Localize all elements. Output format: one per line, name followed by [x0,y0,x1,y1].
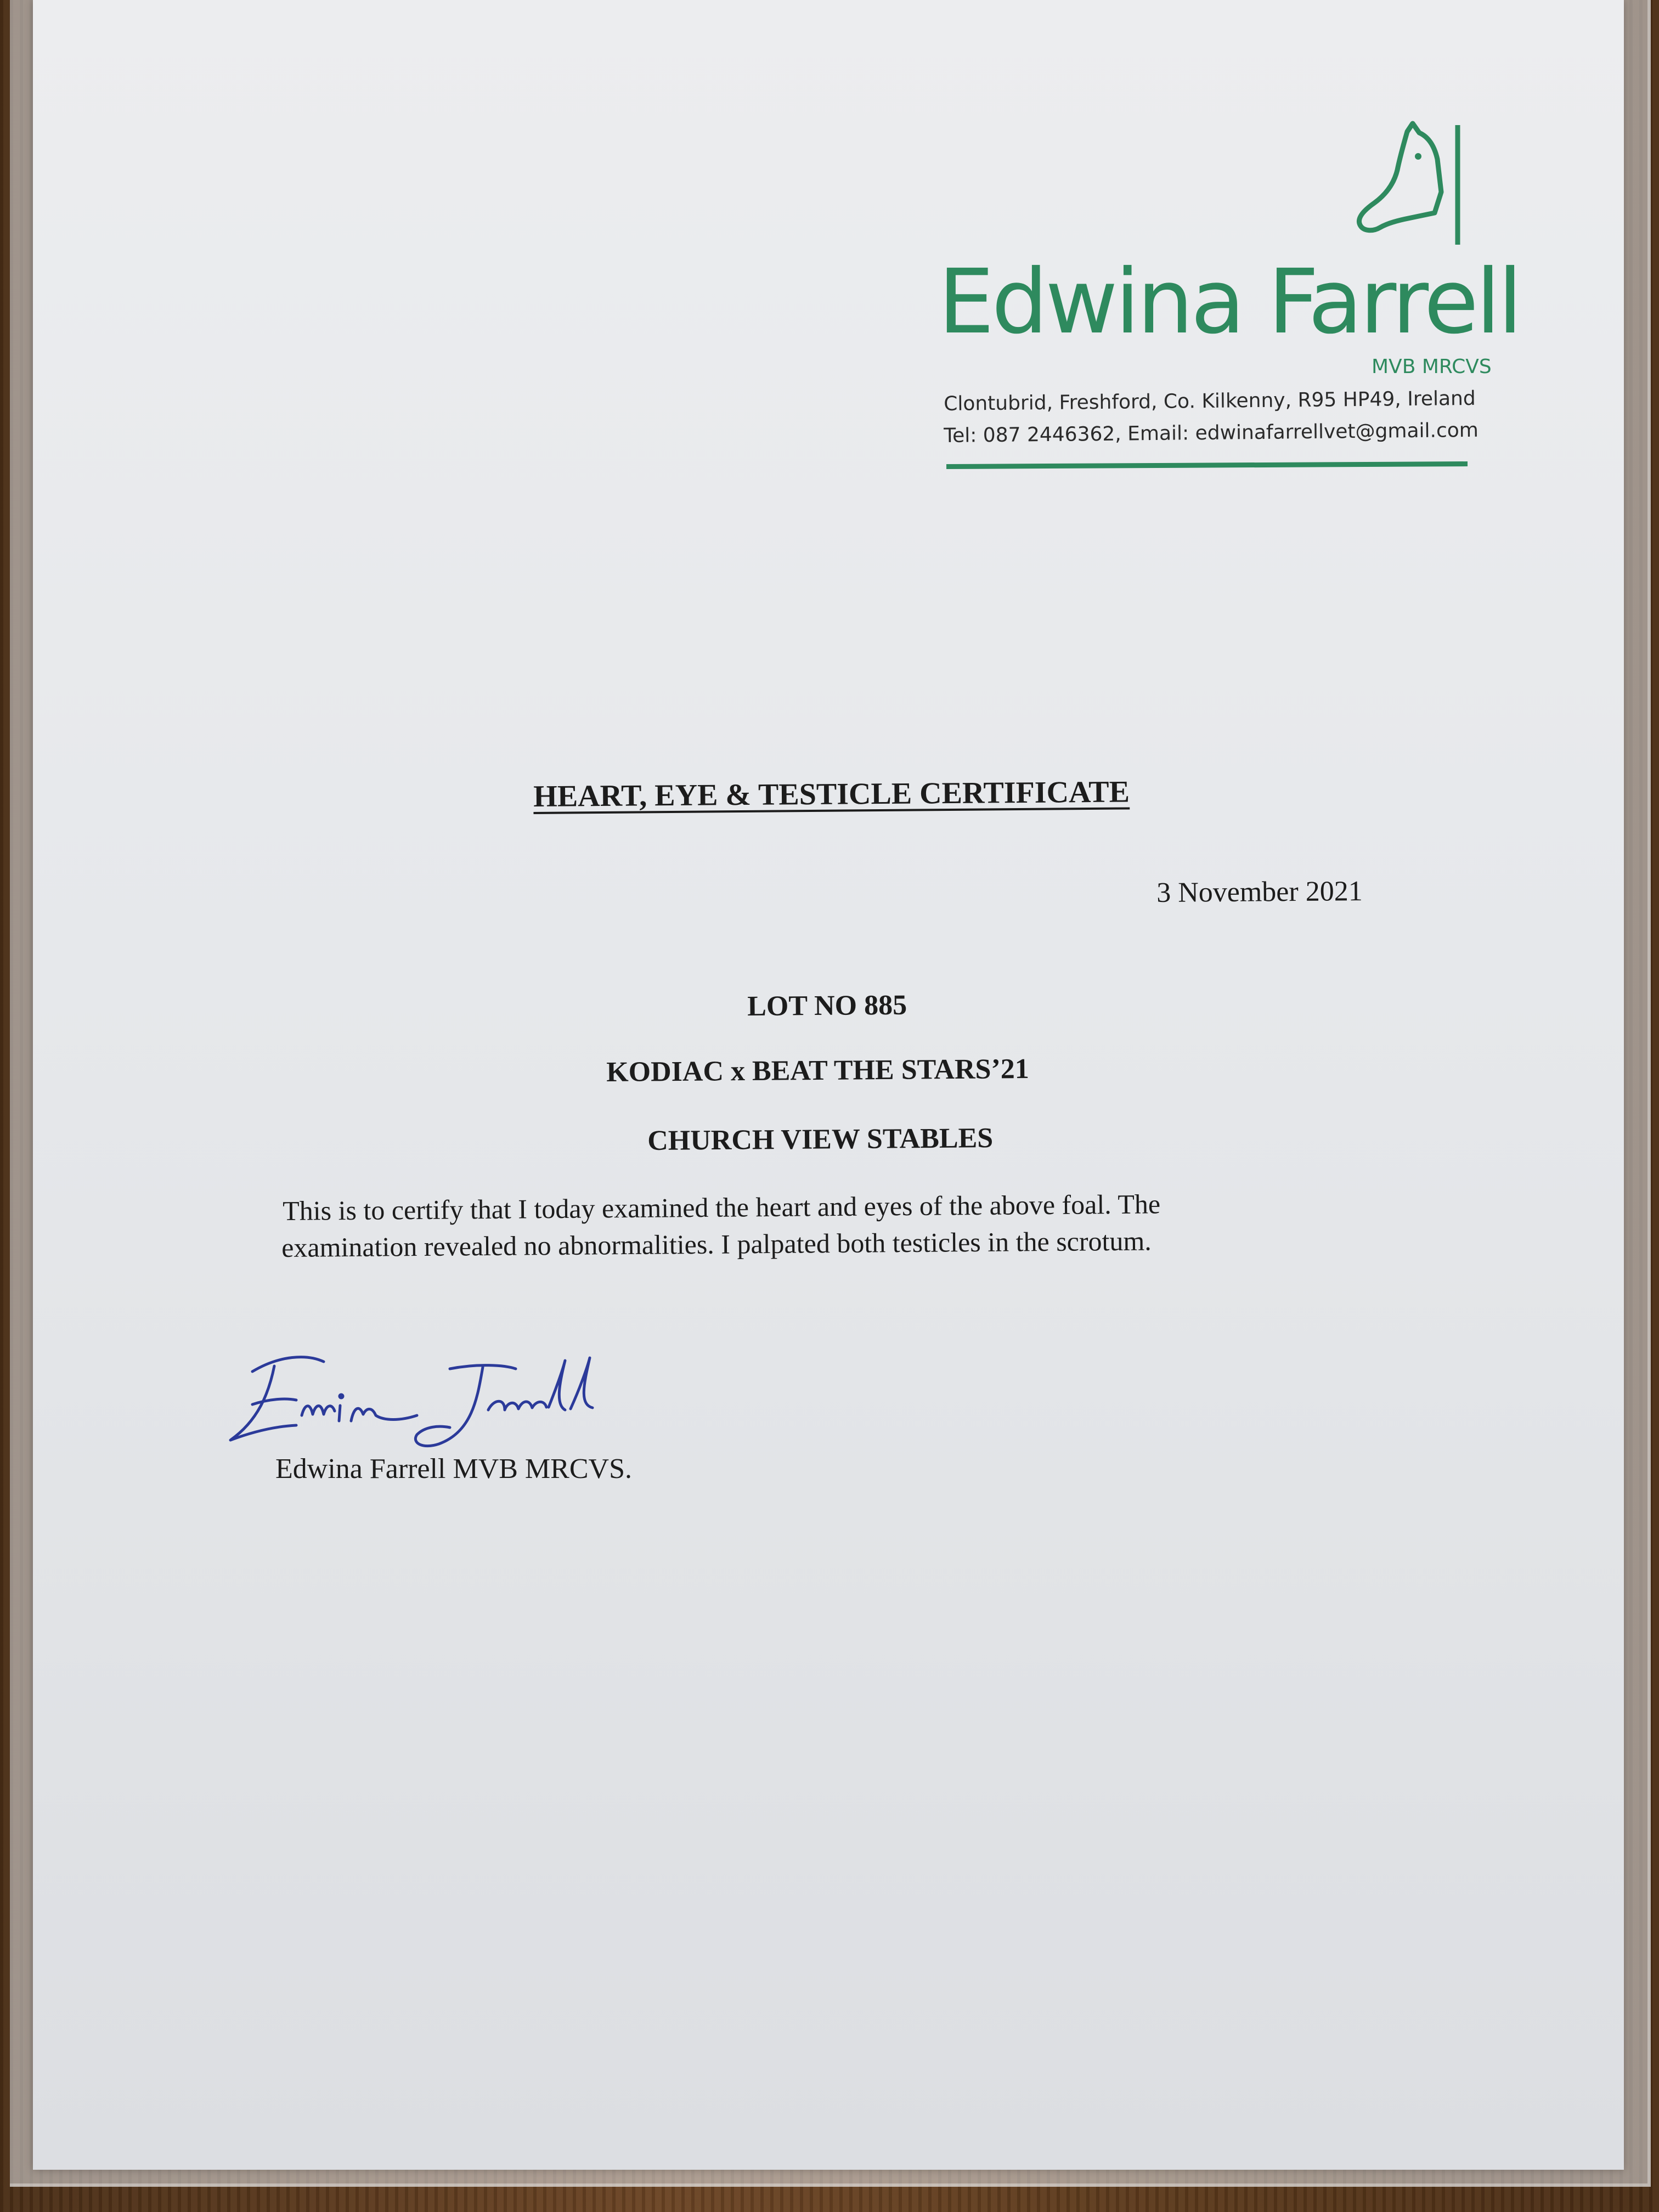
horse-head-icon [1325,115,1468,258]
lot-number: LOT NO 885 [747,989,907,1022]
breeding-line: KODIAC x BEAT THE STARS’21 [606,1053,1029,1088]
certificate-title: HEART, EYE & TESTICLE CERTIFICATE [533,775,1130,814]
letterhead-contact: Tel: 087 2446362, Email: edwinafarrellvet@gmail.com [944,419,1479,447]
consignor-name: CHURCH VIEW STABLES [647,1122,994,1156]
signer-name: Edwina Farrell MVB MRCVS. [275,1453,632,1485]
certificate-body-line-1: This is to certify that I today examined the heart and eyes of the above foal. The [283,1188,1161,1226]
certificate-page [33,0,1624,2170]
certificate-body-line-2: examination revealed no abnormalities. I palpated both testicles in the scrotum. [281,1225,1152,1263]
certificate-date: 3 November 2021 [1156,876,1363,909]
letterhead-address: Clontubrid, Freshford, Co. Kilkenny, R95 HP49, Ireland [944,387,1476,415]
letterhead-qualifications: MVB MRCVS [1372,356,1492,378]
handwritten-signature [219,1339,636,1459]
letterhead-name: Edwina Farrell [938,251,1520,354]
letterhead-rule [946,461,1468,469]
